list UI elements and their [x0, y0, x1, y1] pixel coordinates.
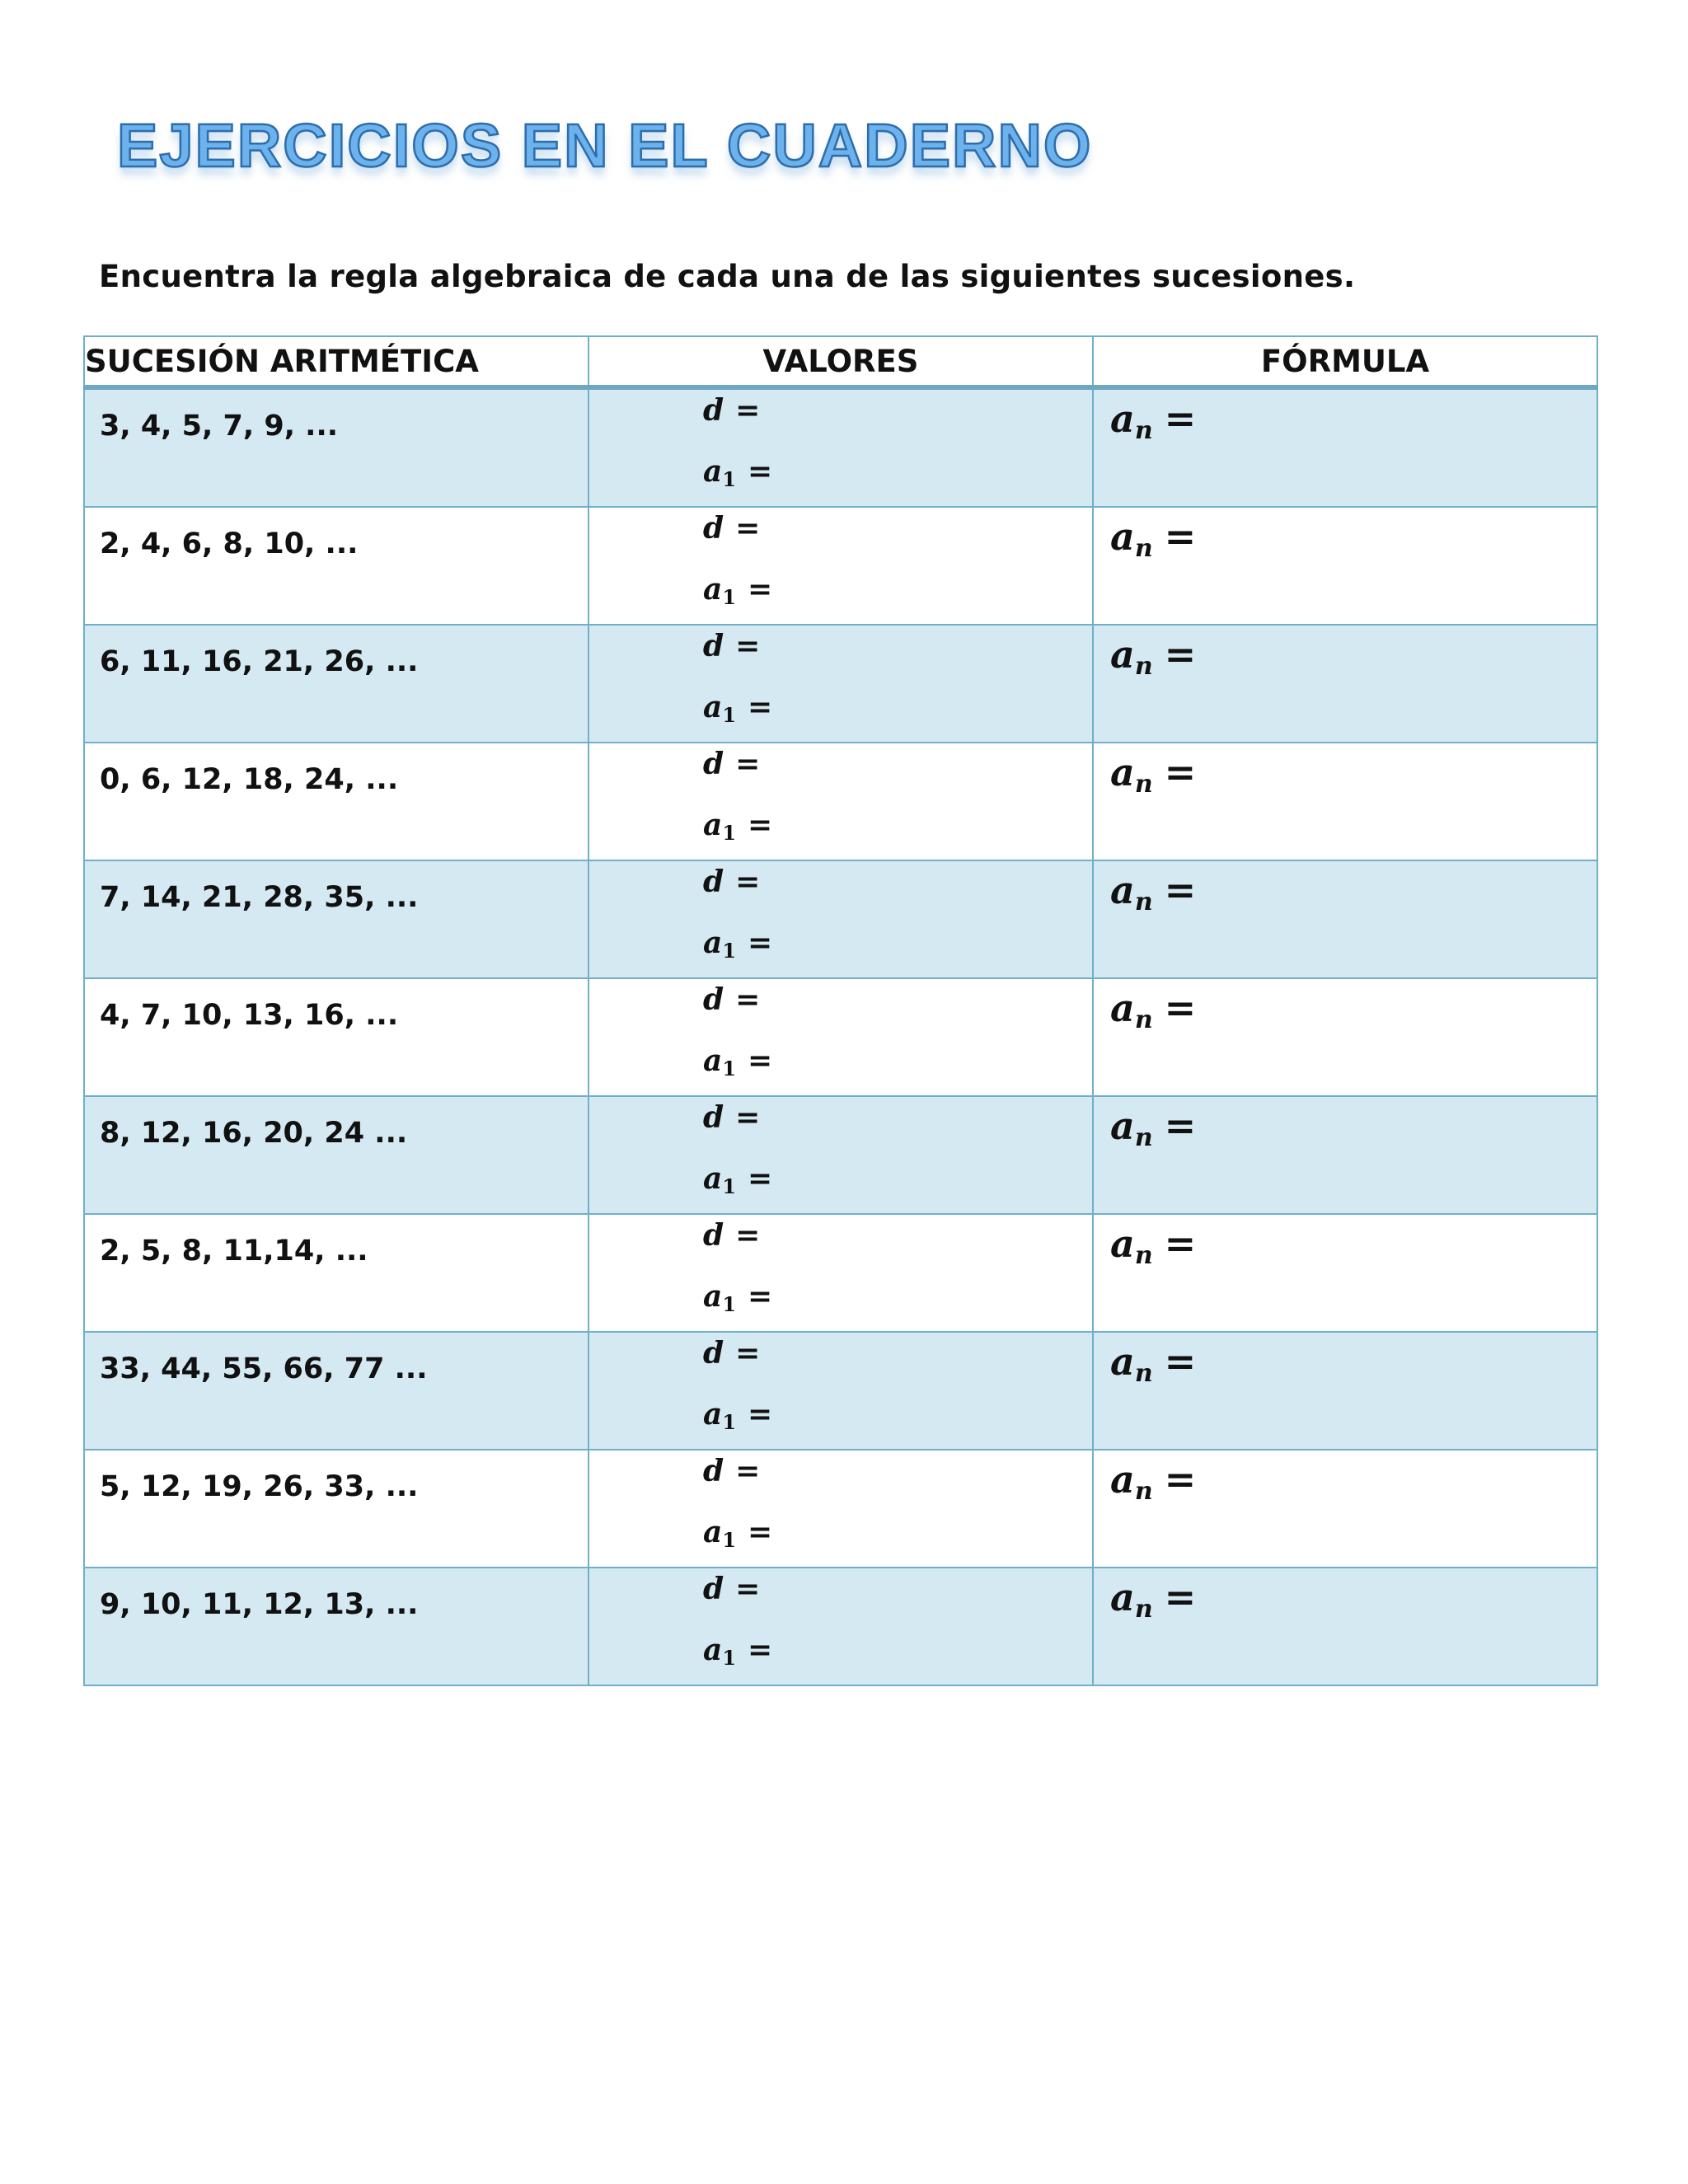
first-term-label: $a_1$ =: [703, 1161, 773, 1198]
sequence-cell: [84, 1332, 588, 1450]
formula-cell: [1093, 860, 1597, 978]
values-cell: [588, 625, 1093, 743]
formula-cell: [1093, 1096, 1597, 1214]
formula-label: $a_n$ =: [1110, 986, 1197, 1034]
first-term-label: $a_1$ =: [703, 1043, 773, 1080]
difference-label: d =: [703, 511, 761, 546]
values-cell: [588, 507, 1093, 625]
formula-label: $a_n$ =: [1110, 1575, 1197, 1624]
sequence-text: 3, 4, 5, 7, 9, ...: [100, 410, 339, 443]
formula-cell: [1093, 1450, 1597, 1568]
values-cell: [588, 387, 1093, 507]
header-sequence: SUCESIÓN ARITMÉTICA: [84, 336, 588, 387]
formula-cell: [1093, 1332, 1597, 1450]
formula-cell: [1093, 743, 1597, 860]
sequence-text: 8, 12, 16, 20, 24 ...: [100, 1117, 408, 1150]
table-row: [84, 1214, 1597, 1332]
first-term-label: $a_1$ =: [703, 1397, 773, 1434]
formula-cell: [1093, 387, 1597, 507]
first-term-label: $a_1$ =: [703, 690, 773, 727]
values-cell: [588, 1332, 1093, 1450]
sequence-cell: [84, 1450, 588, 1568]
values-cell: [588, 1568, 1093, 1685]
difference-label: d =: [703, 629, 761, 663]
sequence-text: 2, 5, 8, 11,14, ...: [100, 1235, 368, 1268]
difference-label: d =: [703, 1336, 761, 1371]
values-cell: [588, 978, 1093, 1096]
table-row: [84, 625, 1597, 743]
formula-label: $a_n$ =: [1110, 750, 1197, 799]
sequence-cell: [84, 743, 588, 860]
sequence-cell: [84, 978, 588, 1096]
sequence-text: 9, 10, 11, 12, 13, ...: [100, 1588, 419, 1621]
table-row: [84, 507, 1597, 625]
page-title: EJERCICIOS EN EL CUADERNO: [117, 111, 1093, 180]
first-term-label: $a_1$ =: [703, 1633, 773, 1670]
sequence-cell: [84, 1096, 588, 1214]
first-term-label: $a_1$ =: [703, 1279, 773, 1316]
sequence-cell: [84, 625, 588, 743]
instruction-text: Encuentra la regla algebraica de cada una de las siguientes sucesiones.: [99, 259, 1356, 294]
sequence-text: 5, 12, 19, 26, 33, ...: [100, 1470, 419, 1503]
sequence-text: 6, 11, 16, 21, 26, ...: [100, 645, 419, 678]
table-header-row: [84, 336, 1597, 387]
values-cell: [588, 1214, 1093, 1332]
difference-label: d =: [703, 747, 761, 781]
formula-cell: [1093, 1214, 1597, 1332]
formula-label: $a_n$ =: [1110, 1104, 1197, 1152]
formula-label: $a_n$ =: [1110, 632, 1197, 681]
formula-cell: [1093, 978, 1597, 1096]
sequence-table: [83, 335, 1598, 1686]
values-cell: [588, 1096, 1093, 1214]
values-cell: [588, 743, 1093, 860]
sequence-text: 33, 44, 55, 66, 77 ...: [100, 1352, 428, 1385]
sequence-cell: [84, 1214, 588, 1332]
difference-label: d =: [703, 1218, 761, 1253]
sequence-cell: [84, 860, 588, 978]
formula-cell: [1093, 1568, 1597, 1685]
sequence-cell: [84, 1568, 588, 1685]
table-row: [84, 1096, 1597, 1214]
difference-label: d =: [703, 1572, 761, 1606]
table-row: [84, 1450, 1597, 1568]
header-values: VALORES: [588, 336, 1093, 387]
table-row: [84, 978, 1597, 1096]
formula-label: $a_n$ =: [1110, 1339, 1197, 1388]
sequence-text: 4, 7, 10, 13, 16, ...: [100, 999, 399, 1032]
sequence-cell: [84, 507, 588, 625]
table-body: [84, 387, 1597, 1685]
table-row: [84, 1568, 1597, 1685]
formula-label: $a_n$ =: [1110, 514, 1197, 563]
first-term-label: $a_1$ =: [703, 572, 773, 609]
sequence-text: 2, 4, 6, 8, 10, ...: [100, 527, 359, 560]
first-term-label: $a_1$ =: [703, 454, 773, 491]
difference-label: d =: [703, 865, 761, 899]
values-cell: [588, 860, 1093, 978]
table-row: [84, 743, 1597, 860]
values-cell: [588, 1450, 1093, 1568]
first-term-label: $a_1$ =: [703, 1515, 773, 1552]
sequence-cell: [84, 387, 588, 507]
formula-cell: [1093, 625, 1597, 743]
table-row: [84, 387, 1597, 507]
table-row: [84, 1332, 1597, 1450]
formula-label: $a_n$ =: [1110, 868, 1197, 916]
header-formula: FÓRMULA: [1093, 336, 1597, 387]
sequence-text: 7, 14, 21, 28, 35, ...: [100, 881, 419, 914]
first-term-label: $a_1$ =: [703, 808, 773, 845]
difference-label: d =: [703, 982, 761, 1017]
formula-label: $a_n$ =: [1110, 1457, 1197, 1506]
table-row: [84, 860, 1597, 978]
sequence-text: 0, 6, 12, 18, 24, ...: [100, 763, 399, 796]
formula-cell: [1093, 507, 1597, 625]
formula-label: $a_n$ =: [1110, 396, 1197, 445]
difference-label: d =: [703, 1454, 761, 1488]
formula-label: $a_n$ =: [1110, 1221, 1197, 1270]
first-term-label: $a_1$ =: [703, 926, 773, 963]
difference-label: d =: [703, 393, 761, 428]
difference-label: d =: [703, 1100, 761, 1135]
